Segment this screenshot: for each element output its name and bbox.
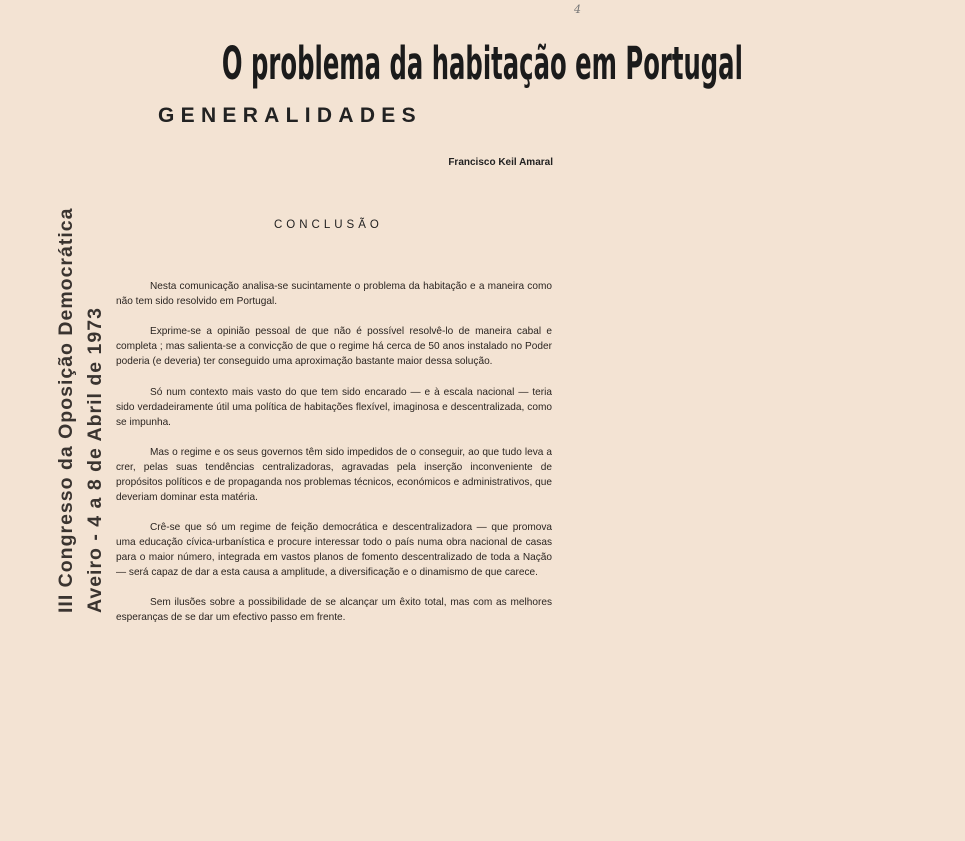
document-title-text: O problema da habitação em Portugal [221,37,743,90]
body-text [116,280,552,642]
congress-location-date: Aveiro - 4 a 8 de Abril de 1973 [84,307,106,613]
paragraph: Só num contexto mais vasto do que tem sido encarado — e à escala nacional — teria sido verdadeiramente útil uma política de habitações flexível, imaginosa e descentralizada, como se impunha. [116,386,552,428]
author-name: Francisco Keil Amaral [448,157,553,168]
paragraph: Exprime-se a opinião pessoal de que não é possível resolvê-lo de maneira cabal e completa ; mas salienta-se a convicção de que o regime há cerca de 50 anos instalado no Poder poderia (e deveria) ter conseguido uma aproximação bastante maior dessa solução. [116,326,552,368]
congress-sidebar [52,207,114,613]
congress-name: III Congresso da Oposição Democrática [55,207,77,613]
page-number: 4 [574,3,581,16]
document-subtitle: GENERALIDADES [158,104,422,127]
paragraph: Sem ilusões sobre a possibilidade de se alcançar um êxito total, mas com as melhores esperanças de se dar um efectivo passo em frente. [116,597,552,624]
paragraph: Crê-se que só um regime de feição democrática e descentralizadora — que promova uma educação cívica-urbanística e procure interessar todo o país numa obra nacional de casas para o maior número, integrada em vastos planos de fomento descentralizado de toda a Nação — será capaz de dar a esta causa a amplitude, a diversificação e o dinamismo de que carece. [116,522,552,578]
section-heading: CONCLUSÃO [274,219,383,231]
paragraph: Nesta comunicação analisa-se sucintamente o problema da habitação e a maneira como não tem sido resolvido em Portugal. [116,281,552,307]
document-title [0,37,743,90]
paragraph: Mas o regime e os seus governos têm sido impedidos de o conseguir, ao que tudo leva a crer, pelas suas tendências centralizadoras, agravadas pela inserção inconveniente de propósitos políticos e de propaganda nos problemas técnicos, económicos e administrativos, que deveriam dominar esta matéria. [116,447,552,503]
